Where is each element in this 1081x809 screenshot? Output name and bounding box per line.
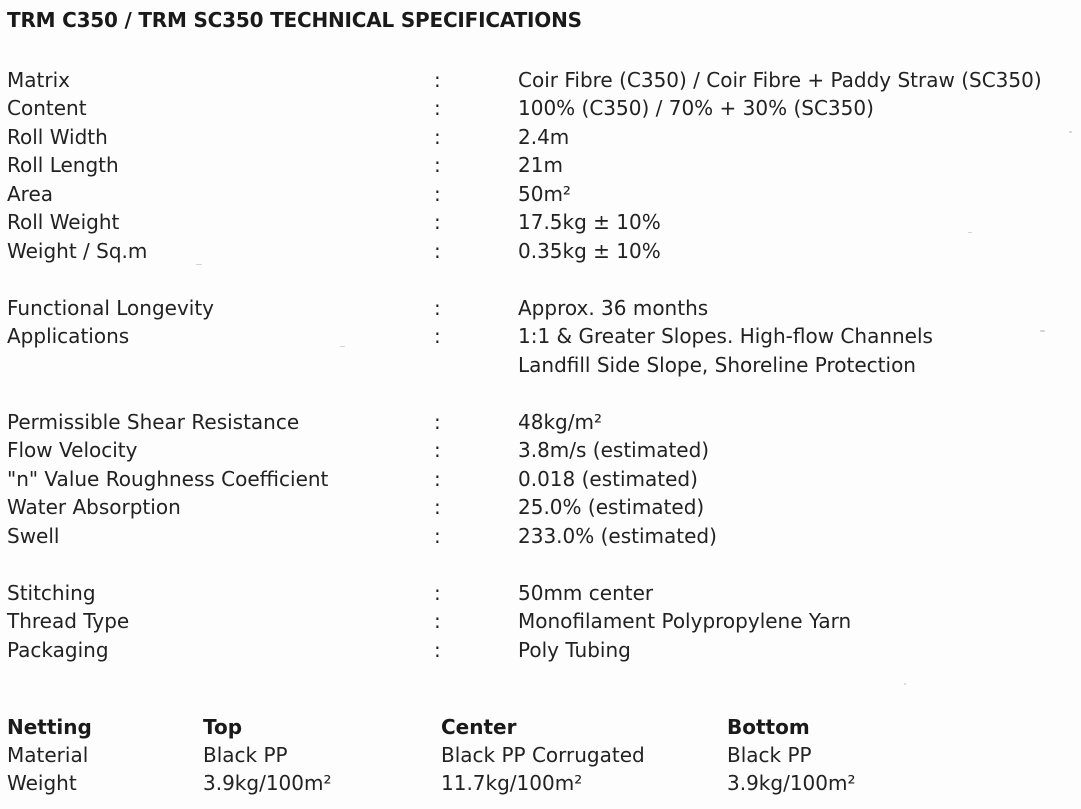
spec-value: Coir Fibre (C350) / Coir Fibre + Paddy Straw (SC350) — [518, 68, 1042, 92]
scan-speck — [1040, 330, 1045, 332]
spec-colon: : — [434, 125, 441, 149]
spec-value: 3.8m/s (estimated) — [518, 438, 710, 462]
spec-row-functional-longevity — [0, 294, 1081, 322]
netting-header-top: Top — [203, 715, 243, 739]
spec-colon: : — [434, 324, 441, 348]
scan-speck — [340, 346, 345, 347]
spec-row-roll-width — [0, 123, 1081, 151]
spec-label: Thread Type — [7, 609, 130, 633]
netting-cell: Black PP Corrugated — [441, 743, 645, 767]
netting-cell: 3.9kg/100m² — [727, 771, 856, 795]
page-title: TRM C350 / TRM SC350 TECHNICAL SPECIFICATIONS — [7, 8, 582, 32]
spec-colon: : — [434, 495, 441, 519]
netting-row-label-weight: Weight — [7, 771, 77, 795]
spec-row-applications-continued — [0, 351, 1081, 379]
spec-label: Content — [7, 96, 87, 120]
spec-label: Roll Length — [7, 153, 119, 177]
spec-label: Functional Longevity — [7, 296, 215, 320]
spec-value: 0.018 (estimated) — [518, 467, 698, 491]
spec-label: Swell — [7, 524, 60, 548]
spec-row-water-absorption — [0, 493, 1081, 521]
spec-colon: : — [434, 296, 441, 320]
spec-label: Packaging — [7, 638, 109, 662]
spec-label: Applications — [7, 324, 130, 348]
spec-label: Flow Velocity — [7, 438, 138, 462]
spec-row-matrix — [0, 66, 1081, 94]
scan-speck — [904, 683, 906, 685]
netting-header-center: Center — [441, 715, 517, 739]
spec-row-roll-length — [0, 151, 1081, 179]
netting-cell: 3.9kg/100m² — [203, 771, 332, 795]
spec-value: 25.0% (estimated) — [518, 495, 705, 519]
spec-label: Roll Width — [7, 125, 108, 149]
spec-colon: : — [434, 210, 441, 234]
spec-row-flow-velocity — [0, 436, 1081, 464]
spec-value: 0.35kg ± 10% — [518, 239, 661, 263]
spec-value: 50mm center — [518, 581, 654, 605]
spec-label: Matrix — [7, 68, 70, 92]
spec-colon: : — [434, 524, 441, 548]
spec-row-area — [0, 180, 1081, 208]
spec-row-applications — [0, 322, 1081, 350]
spec-colon: : — [434, 68, 441, 92]
spec-label: Water Absorption — [7, 495, 181, 519]
spec-row-roll-weight — [0, 208, 1081, 236]
netting-cell: Black PP — [727, 743, 812, 767]
spec-label: Stitching — [7, 581, 96, 605]
spec-colon: : — [434, 638, 441, 662]
scan-speck — [196, 264, 202, 265]
netting-cell: Black PP — [203, 743, 288, 767]
spec-row-thread-type — [0, 607, 1081, 635]
spec-row-shear-resistance — [0, 408, 1081, 436]
spec-value: 21m — [518, 153, 563, 177]
spec-value: 2.4m — [518, 125, 570, 149]
spec-colon: : — [434, 153, 441, 177]
spec-row-weight-per-sqm — [0, 237, 1081, 265]
spec-colon: : — [434, 467, 441, 491]
spec-label: Area — [7, 182, 54, 206]
spec-value: 233.0% (estimated) — [518, 524, 717, 548]
spec-label: Weight / Sq.m — [7, 239, 148, 263]
spec-row-swell — [0, 522, 1081, 550]
spec-value: 100% (C350) / 70% + 30% (SC350) — [518, 96, 874, 120]
spec-value: Poly Tubing — [518, 638, 631, 662]
spec-label: "n" Value Roughness Coefficient — [7, 467, 329, 491]
spec-row-stitching — [0, 579, 1081, 607]
spec-value: 50m² — [518, 182, 571, 206]
spec-value: Monofilament Polypropylene Yarn — [518, 609, 852, 633]
spec-label: Permissible Shear Resistance — [7, 410, 300, 434]
spec-value: 17.5kg ± 10% — [518, 210, 661, 234]
spec-row-roughness-coefficient — [0, 465, 1081, 493]
spec-value: 1:1 & Greater Slopes. High-flow Channels — [518, 324, 933, 348]
netting-cell: 11.7kg/100m² — [441, 771, 583, 795]
scan-speck — [1069, 131, 1072, 133]
spec-value: Approx. 36 months — [518, 296, 709, 320]
spec-colon: : — [434, 239, 441, 263]
spec-value: 48kg/m² — [518, 410, 602, 434]
spec-row-content — [0, 94, 1081, 122]
spec-colon: : — [434, 609, 441, 633]
netting-header-bottom: Bottom — [727, 715, 810, 739]
spec-colon: : — [434, 410, 441, 434]
spec-value: Landfill Side Slope, Shoreline Protection — [518, 353, 916, 377]
spec-colon: : — [434, 581, 441, 605]
scan-speck — [968, 232, 972, 233]
netting-header: Netting — [7, 715, 92, 739]
spec-label: Roll Weight — [7, 210, 120, 234]
spec-colon: : — [434, 182, 441, 206]
spec-colon: : — [434, 438, 441, 462]
netting-row-label-material: Material — [7, 743, 89, 767]
spec-colon: : — [434, 96, 441, 120]
spec-row-packaging — [0, 636, 1081, 664]
